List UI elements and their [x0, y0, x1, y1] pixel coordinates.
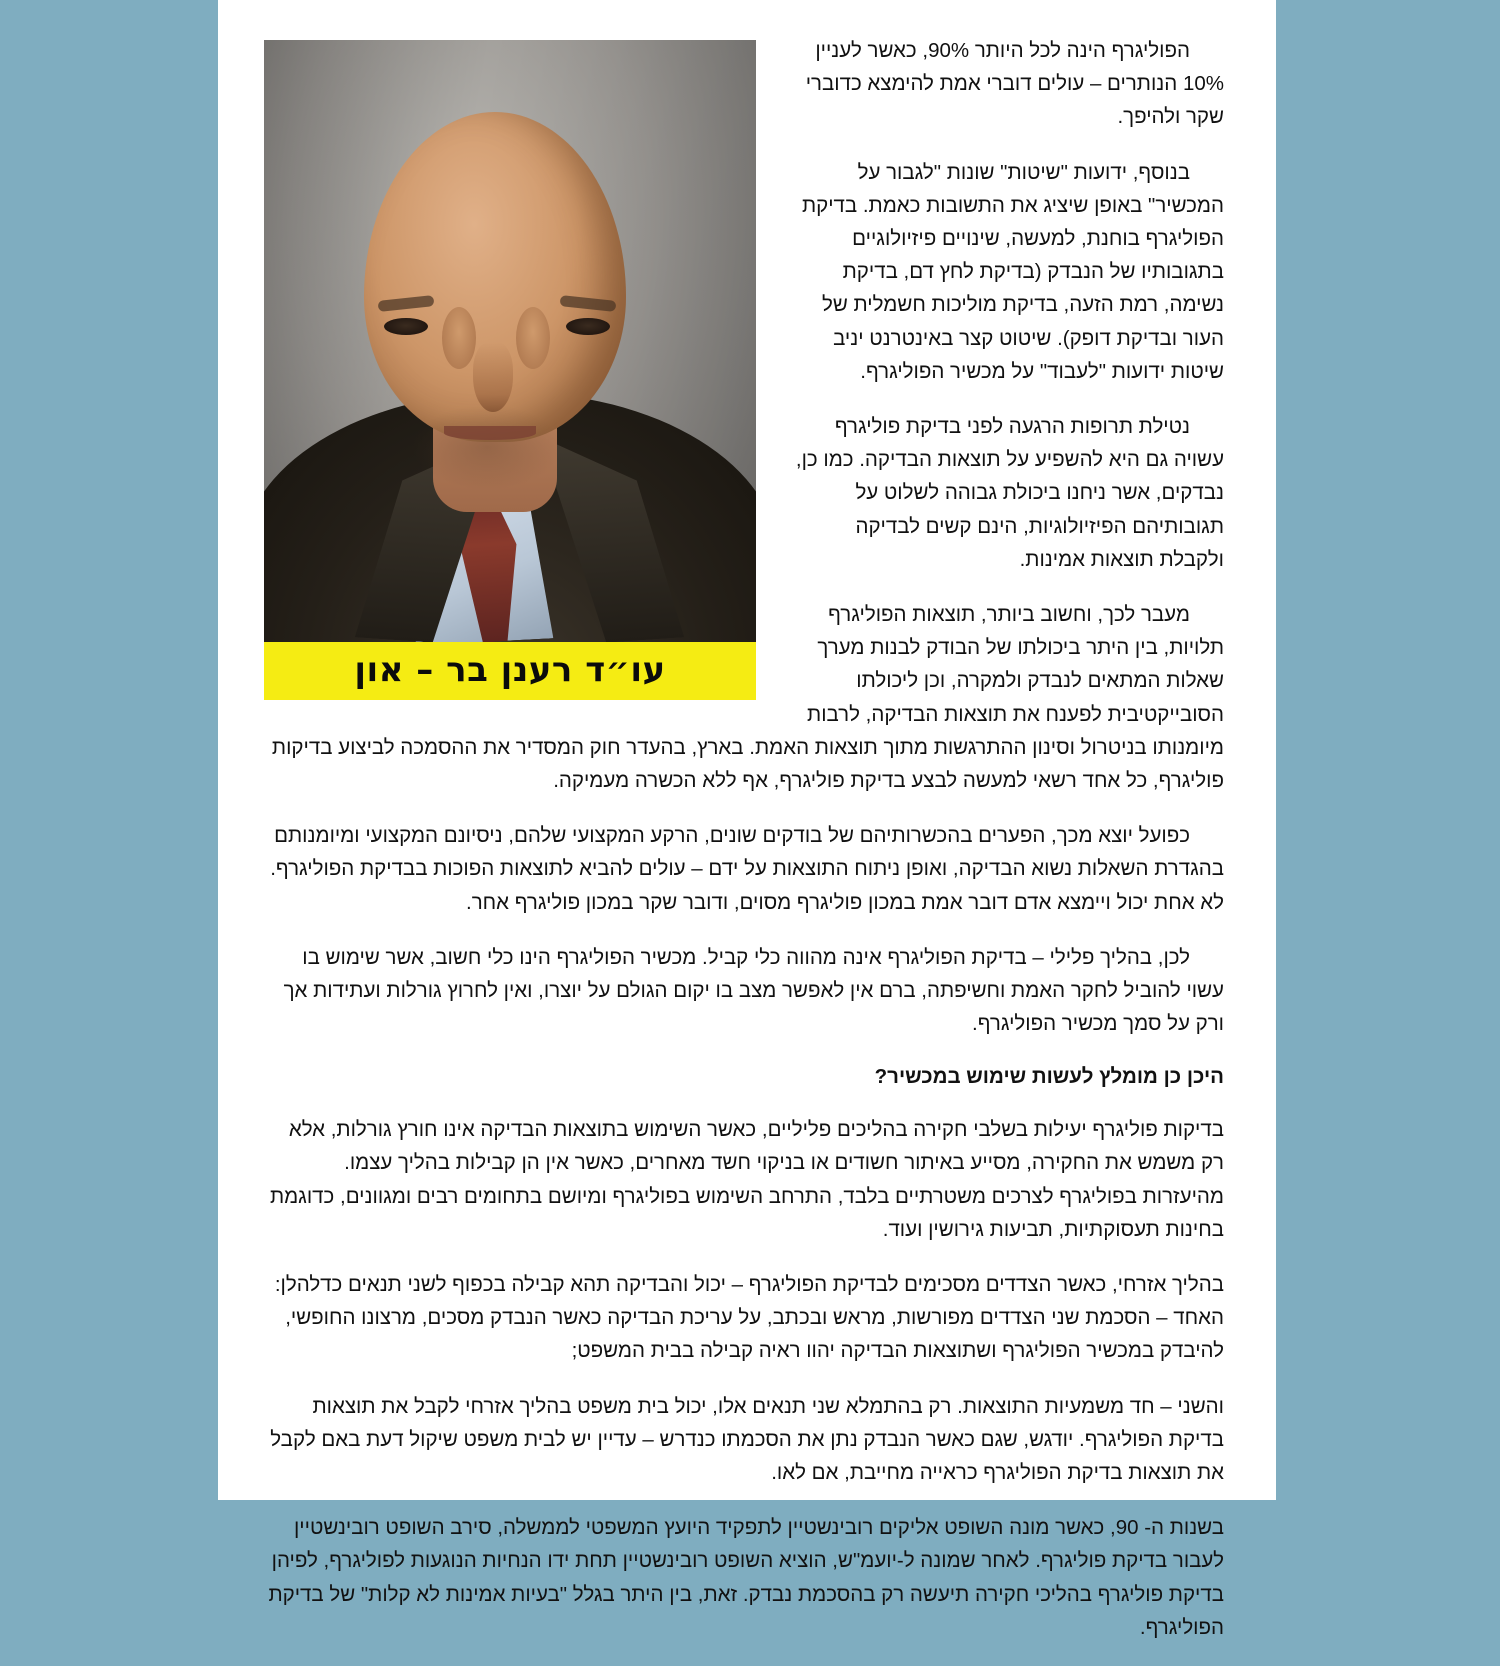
portrait-photo	[264, 40, 756, 642]
paragraph-1: הפוליגרף הינה לכל היותר 90%, כאשר לעניין 10% הנותרים – עולים דוברי אמת להימצא כדוברי שקר ולהיפך.	[805, 39, 1224, 129]
paragraph-8: בהליך אזרחי, כאשר הצדדים מסכימים לבדיקת הפוליגרף – יכול והבדיקה תהא קבילה בכפוף לשני תנאים כדלהלן: האחד – הסכמת שני הצדדים מפורשות, מראש ובכתב, על עריכת הבדיקה כאשר הנבדק מסכים, מרצונו החופשי, להיבדק במכשיר הפוליגרף ושתוצאות הבדיקה יהוו ראיה קבילה בבית המשפט;	[274, 1273, 1224, 1363]
paragraph-10: בשנות ה- 90, כאשר מונה השופט אליקים רובינשטיין לתפקיד היועץ המשפטי לממשלה, סירב השופט רובינשטיין לעבור בדיקת פוליגרף. לאחר שמונה ל-יועמ"ש, הוציא השופט רובינשטיין תחת ידו הנחיות הנוגעות לפוליגרף, לפיהן בדיקת פוליגרף בהליכי חקירה תיעשה רק בהסכמת נבדק. זאת, בין היתר בגלל "בעיות אמינות לא קלות" של בדיקת הפוליגרף.	[268, 1516, 1224, 1639]
portrait-figure	[264, 40, 756, 700]
article-body	[264, 34, 1224, 1666]
eye-right-shape	[384, 318, 428, 335]
paragraph-7: בדיקות פוליגרף יעילות בשלבי חקירה בהליכים פליליים, כאשר השימוש בתוצאות הבדיקה אינו חורץ גורלות, אלא רק משמש את החקירה, מסייע באיתור חשודים או בניקוי חשד מאחרים, כאשר אין הן קבילות בהליך עצמו. מהיעזרות בפוליגרף לצרכים משטרתיים בלבד, התרחב השימוש בפוליגרף ומיושם בתחומים רבים ומגוונים, כדוגמת בחינות תעסוקתיות, תביעות גירושין ועוד.	[269, 1118, 1224, 1241]
photo-caption: עו״ד רענן בר – און	[264, 642, 756, 700]
ear-right-shape	[442, 307, 476, 369]
section-heading: היכן כן מומלץ לעשות שימוש במכשיר?	[874, 1065, 1224, 1089]
paragraph-4: מעבר לכך, וחשוב ביותר, תוצאות הפוליגרף תלויות, בין היתר ביכולתו של הבודק לבנות מערך שאלות המתאים לנבדק ולמקרה, וכן ליכולתו הסובייקטיבית לפענח את תוצאות הבדיקה, לרבות מיומנותו בניטרול וסינון ההתרגשות מתוך תוצאות האמת. בארץ, בהעדר חוק המסדיר את ההסמכה לביצוע בדיקות פוליגרף, כל אחד רשאי למעשה לבצע בדיקת פוליגרף, אף ללא הכשרה מעמיקה.	[271, 603, 1224, 793]
paragraph-5: כפועל יוצא מכך, הפערים בהכשרותיהם של בודקים שונים, הרקע המקצועי שלהם, ניסיונם המקצועי ומיומנותם בהגדרת השאלות נשוא הבדיקה, ואופן ניתוח התוצאות על ידם – עולים להביא לתוצאות הפוכות בבדיקת הפוליגרף. לא אחת יכול ויימצא אדם דובר אמת במכון פוליגרף מסוים, ודובר שקר במכון פוליגרף אחר.	[270, 824, 1224, 914]
ear-left-shape	[516, 307, 550, 369]
mouth-shape	[444, 426, 536, 440]
face-shadow	[412, 404, 562, 490]
paragraph-3: נטילת תרופות הרגעה לפני בדיקת פוליגרף עשויה גם היא להשפיע על תוצאות הבדיקה. כמו כן, נבדקים, אשר ניחנו ביכולת גבוהה לשלוט על תגובותיהם הפיזיולוגיות, הינם קשים לבדיקה ולקבלת תוצאות אמינות.	[795, 415, 1224, 571]
eyebrow-left-shape	[560, 295, 617, 312]
eye-left-shape	[566, 318, 610, 335]
paragraph-6: לכן, בהליך פלילי – בדיקת הפוליגרף אינה מהווה כלי קביל. מכשיר הפוליגרף הינו כלי חשוב, אשר שימוש בו עשוי להוביל לחקר האמת וחשיפתה, ברם אין לאפשר מצב בו יקום הגולם על יוצרו, ואין לחרוץ גורלות ועתידות אך ורק על סמך מכשיר הפוליגרף.	[283, 945, 1224, 1036]
document-page	[218, 0, 1276, 1639]
paragraph-9: והשני – חד משמעיות התוצאות. רק בהתמלא שני תנאים אלו, יכול בית משפט בהליך אזרחי לקבל את תוצאות בדיקת הפוליגרף. יודגש, שגם כאשר הנבדק נתן את הסכמתו כנדרש – עדיין יש לבית משפט שיקול דעת באם לקבל את תוצאות בדיקת הפוליגרף כראייה מחייבת, אם לאו.	[270, 1394, 1224, 1485]
eyebrow-right-shape	[378, 295, 435, 312]
nose-shape	[473, 342, 513, 412]
paragraph-2: בנוסף, ידועות "שיטות" שונות "לגבור על המכשיר" באופן שיציג את התשובות כאמת. בדיקת הפוליגרף בוחנת, למעשה, שינויים פיזיולוגיים בתגובותיו של הנבדק (בדיקת לחץ דם, בדיקת נשימה, רמת הזעה, בדיקת מוליכות חשמלית של העור ובדיקת דופק). שיטוט קצר באינטרנט יניב שיטות ידועות "לעבוד" על מכשיר הפוליגרף.	[801, 160, 1224, 383]
